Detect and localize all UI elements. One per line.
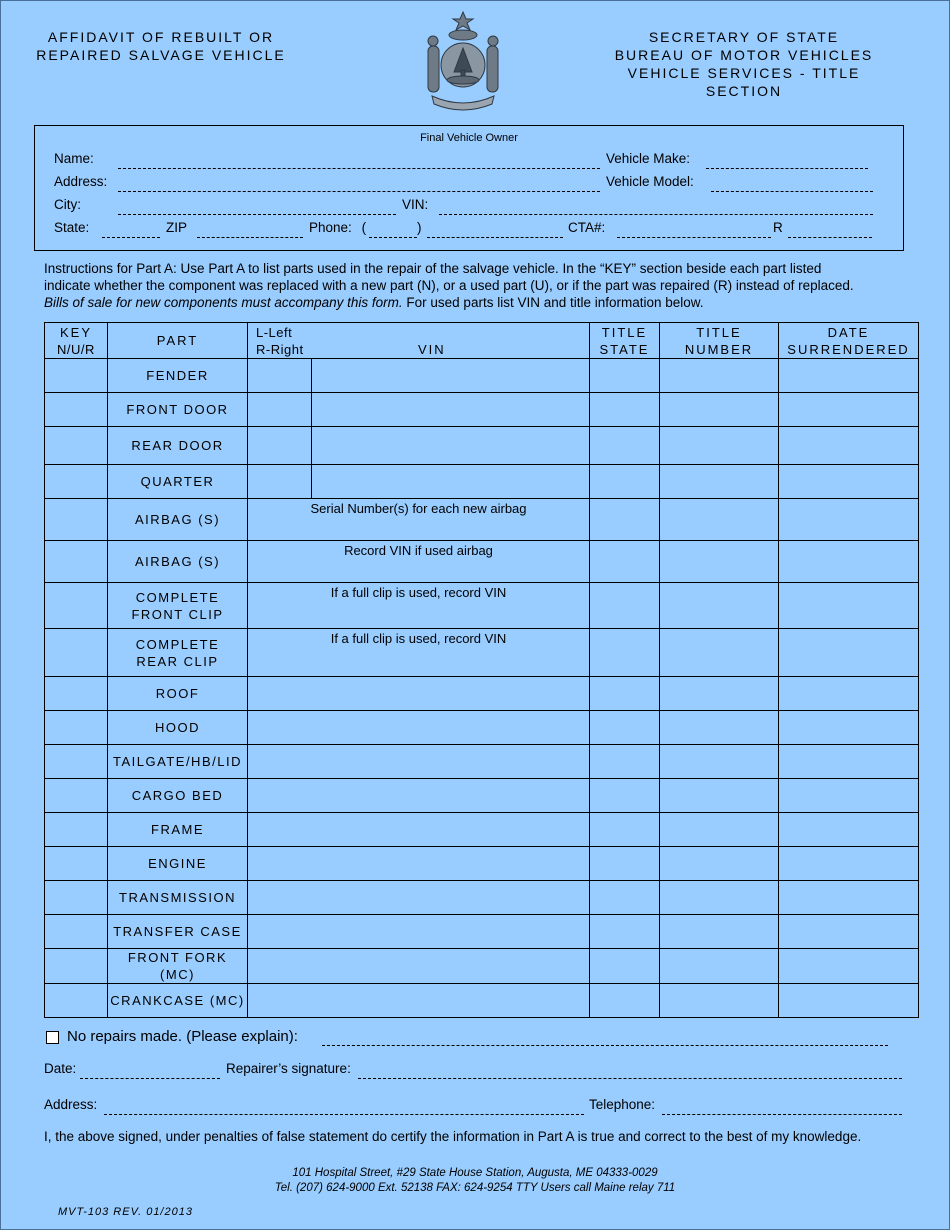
address-field[interactable] [118,179,600,192]
part-name: HOOD [108,711,248,745]
part-name: FRONT FORK (MC) [108,949,248,984]
instructions-line2: indicate whether the component was replaced with a new part (N), or a used part (U), or if the part was repaired (R) instead of replaced. [44,278,854,293]
certification-statement: I, the above signed, under penalties of false statement do certify the information in Part A is true and correct to the best of my knowledge. [44,1129,862,1144]
part-name: FRONT DOOR [108,393,248,427]
key-cell[interactable] [45,465,108,499]
title-number-cell[interactable] [660,949,779,984]
table-header-row [45,323,919,359]
owner-section [34,125,904,251]
agency-line3: VEHICLE SERVICES - TITLE SECTION [627,65,861,99]
title-number-cell[interactable] [660,847,779,881]
table-row [45,393,919,427]
date-surrendered-cell[interactable] [779,711,919,745]
date-surrendered-cell[interactable] [779,881,919,915]
vin-cell[interactable] [248,813,590,847]
table-row [45,779,919,813]
key-cell[interactable] [45,881,108,915]
header-title-number: TITLE NUMBER [660,323,779,359]
table-row [45,984,919,1018]
vin-cell[interactable] [312,393,590,427]
vin-cell[interactable] [312,427,590,465]
office-address: 101 Hospital Street, #29 State House Station, Augusta, ME 04333-0029 [292,1167,658,1179]
name-label: Name: [54,151,94,166]
lr-cell[interactable] [248,359,312,393]
airbag-serial-note[interactable]: Serial Number(s) for each new airbag [248,499,590,541]
title-state-cell[interactable] [590,629,660,677]
part-name: FENDER [108,359,248,393]
table-row [45,711,919,745]
header-lr-left: L-Left [256,325,293,340]
header-vin: VIN [418,342,446,357]
table-row [45,813,919,847]
key-cell[interactable] [45,393,108,427]
vin-cell[interactable] [248,677,590,711]
title-number-cell[interactable] [660,393,779,427]
date-field[interactable] [80,1066,220,1079]
table-row [45,541,919,583]
lr-cell[interactable] [248,465,312,499]
repairer-address-label: Address: [44,1097,98,1112]
phone-area-open: ( [361,220,367,235]
cta-label: CTA#: [568,220,606,235]
title-number-cell[interactable] [660,359,779,393]
vin-label: VIN: [402,197,429,212]
date-surrendered-cell[interactable] [779,813,919,847]
table-row [45,677,919,711]
city-field[interactable] [118,202,396,215]
part-name: COMPLETE REAR CLIP [108,629,248,677]
title-number-cell[interactable] [660,984,779,1018]
key-cell[interactable] [45,427,108,465]
airbag-vin-note[interactable]: Record VIN if used airbag [248,541,590,583]
phone-area-close: ) [417,220,422,235]
table-row [45,465,919,499]
vin-cell[interactable] [248,847,590,881]
instructions-bill-of-sale: Bills of sale for new components must accompany this form. [44,295,403,310]
agency-line1: SECRETARY OF STATE [648,29,840,45]
key-cell[interactable] [45,915,108,949]
key-cell[interactable] [45,583,108,629]
date-surrendered-cell[interactable] [779,745,919,779]
title-state-cell[interactable] [590,949,660,984]
header-lr-vin [248,323,590,359]
key-cell[interactable] [45,359,108,393]
signature-field[interactable] [358,1066,902,1079]
vehicle-make-label: Vehicle Make: [606,151,691,166]
date-surrendered-cell[interactable] [779,779,919,813]
title-state-cell[interactable] [590,677,660,711]
form-title [30,28,292,64]
title-state-cell[interactable] [590,881,660,915]
table-row [45,629,919,677]
header-title-state: TITLE STATE [590,323,660,359]
part-name: TRANSFER CASE [108,915,248,949]
key-cell[interactable] [45,779,108,813]
title-number-cell[interactable] [660,779,779,813]
title-state-cell[interactable] [590,359,660,393]
signature-label: Repairer’s signature: [226,1061,351,1076]
telephone-label: Telephone: [589,1097,656,1112]
title-state-cell[interactable] [590,813,660,847]
state-label: State: [54,220,90,235]
instructions-line1: Instructions for Part A: Use Part A to list parts used in the repair of the salvage vehicle. In the “KEY” section beside each part listed [44,261,822,276]
zip-field[interactable] [197,225,303,238]
r-field[interactable] [788,225,872,238]
vin-cell[interactable] [248,949,590,984]
zip-label: ZIP [166,220,188,235]
date-surrendered-cell[interactable] [779,393,919,427]
part-name: QUARTER [108,465,248,499]
no-repairs-label: No repairs made. (Please explain): [67,1028,298,1045]
date-label: Date: [44,1061,77,1076]
table-row [45,881,919,915]
rear-clip-note[interactable]: If a full clip is used, record VIN [248,629,590,677]
part-name: CARGO BED [108,779,248,813]
date-surrendered-cell[interactable] [779,359,919,393]
vin-cell[interactable] [248,745,590,779]
parts-table [44,322,919,1018]
instructions-line3: For used parts list VIN and title information below. [402,295,704,310]
title-state-cell[interactable] [590,393,660,427]
form-title-line2: REPAIRED SALVAGE VEHICLE [36,47,286,63]
state-field[interactable] [102,225,160,238]
title-number-cell[interactable] [660,711,779,745]
key-cell[interactable] [45,711,108,745]
date-surrendered-cell[interactable] [779,583,919,629]
title-number-cell[interactable] [660,499,779,541]
vin-cell[interactable] [312,465,590,499]
key-cell[interactable] [45,745,108,779]
date-surrendered-cell[interactable] [779,915,919,949]
vehicle-model-field[interactable] [711,179,873,192]
office-phone: Tel. (207) 624-9000 Ext. 52138 FAX: 624-9254 TTY Users call Maine relay 711 [274,1182,676,1194]
date-surrendered-cell[interactable] [779,949,919,984]
key-cell[interactable] [45,677,108,711]
date-surrendered-cell[interactable] [779,847,919,881]
part-name: COMPLETE FRONT CLIP [108,583,248,629]
date-surrendered-cell[interactable] [779,984,919,1018]
title-state-cell[interactable] [590,465,660,499]
vin-cell[interactable] [248,711,590,745]
date-surrendered-cell[interactable] [779,629,919,677]
title-state-cell[interactable] [590,541,660,583]
title-state-cell[interactable] [590,427,660,465]
title-state-cell[interactable] [590,499,660,541]
no-repairs-row [46,1028,298,1045]
owner-row-name [54,151,94,166]
part-name: ROOF [108,677,248,711]
table-row [45,847,919,881]
city-label: City: [54,197,81,212]
title-number-cell[interactable] [660,745,779,779]
vin-field[interactable] [439,202,873,215]
part-name: REAR DOOR [108,427,248,465]
title-state-cell[interactable] [590,847,660,881]
vehicle-make-field[interactable] [706,156,868,169]
title-number-cell[interactable] [660,813,779,847]
key-cell[interactable] [45,541,108,583]
header-key: KEY N/U/R [45,323,108,359]
part-name: CRANKCASE (MC) [108,984,248,1018]
table-row [45,949,919,984]
title-state-cell[interactable] [590,915,660,949]
date-surrendered-cell[interactable] [779,541,919,583]
title-state-cell[interactable] [590,711,660,745]
title-state-cell[interactable] [590,984,660,1018]
agency-header [590,28,898,100]
table-row [45,427,919,465]
title-state-cell[interactable] [590,583,660,629]
title-number-cell[interactable] [660,629,779,677]
part-name: TRANSMISSION [108,881,248,915]
form-number: MVT-103 REV. 01/2013 [58,1206,193,1218]
key-cell[interactable] [45,813,108,847]
lr-cell[interactable] [248,393,312,427]
title-number-cell[interactable] [660,465,779,499]
instructions [44,260,924,311]
table-row [45,359,919,393]
vehicle-model-label: Vehicle Model: [606,174,694,189]
vin-cell[interactable] [312,359,590,393]
key-cell[interactable] [45,847,108,881]
table-row [45,583,919,629]
phone-area-field[interactable] [369,225,417,238]
part-name: FRAME [108,813,248,847]
title-number-cell[interactable] [660,427,779,465]
table-row [45,499,919,541]
title-number-cell[interactable] [660,583,779,629]
agency-line2: BUREAU OF MOTOR VEHICLES [614,47,874,63]
header-date-surrendered: DATE SURRENDERED [779,323,919,359]
table-row [45,915,919,949]
table-row [45,745,919,779]
front-clip-note[interactable]: If a full clip is used, record VIN [248,583,590,629]
title-number-cell[interactable] [660,881,779,915]
state-seal-icon [420,10,506,112]
r-label: R [773,220,783,235]
key-cell[interactable] [45,629,108,677]
date-surrendered-cell[interactable] [779,427,919,465]
cta-field[interactable] [617,225,771,238]
phone-number-field[interactable] [427,225,563,238]
vin-cell[interactable] [248,984,590,1018]
title-number-cell[interactable] [660,915,779,949]
title-number-cell[interactable] [660,541,779,583]
key-cell[interactable] [45,949,108,984]
date-surrendered-cell[interactable] [779,465,919,499]
form-title-line1: AFFIDAVIT OF REBUILT OR [47,29,275,45]
vin-cell[interactable] [248,779,590,813]
part-name: AIRBAG (S) [108,499,248,541]
part-name: TAILGATE/HB/LID [108,745,248,779]
header-lr-right: R-Right [256,342,304,357]
telephone-field[interactable] [662,1102,902,1115]
date-surrendered-cell[interactable] [779,499,919,541]
title-state-cell[interactable] [590,745,660,779]
title-state-cell[interactable] [590,779,660,813]
date-surrendered-cell[interactable] [779,677,919,711]
part-name: ENGINE [108,847,248,881]
key-cell[interactable] [45,984,108,1018]
title-number-cell[interactable] [660,677,779,711]
address-label: Address: [54,174,108,189]
vin-cell[interactable] [248,881,590,915]
lr-cell[interactable] [248,427,312,465]
key-cell[interactable] [45,499,108,541]
repairer-address-field[interactable] [104,1102,584,1115]
owner-section-title: Final Vehicle Owner [420,132,518,144]
vin-cell[interactable] [248,915,590,949]
no-repairs-checkbox[interactable] [46,1031,59,1044]
name-field[interactable] [118,156,600,169]
part-name: AIRBAG (S) [108,541,248,583]
phone-label: Phone: [309,220,352,235]
header-part: PART [108,323,248,359]
no-repairs-explanation-field[interactable] [322,1033,888,1046]
